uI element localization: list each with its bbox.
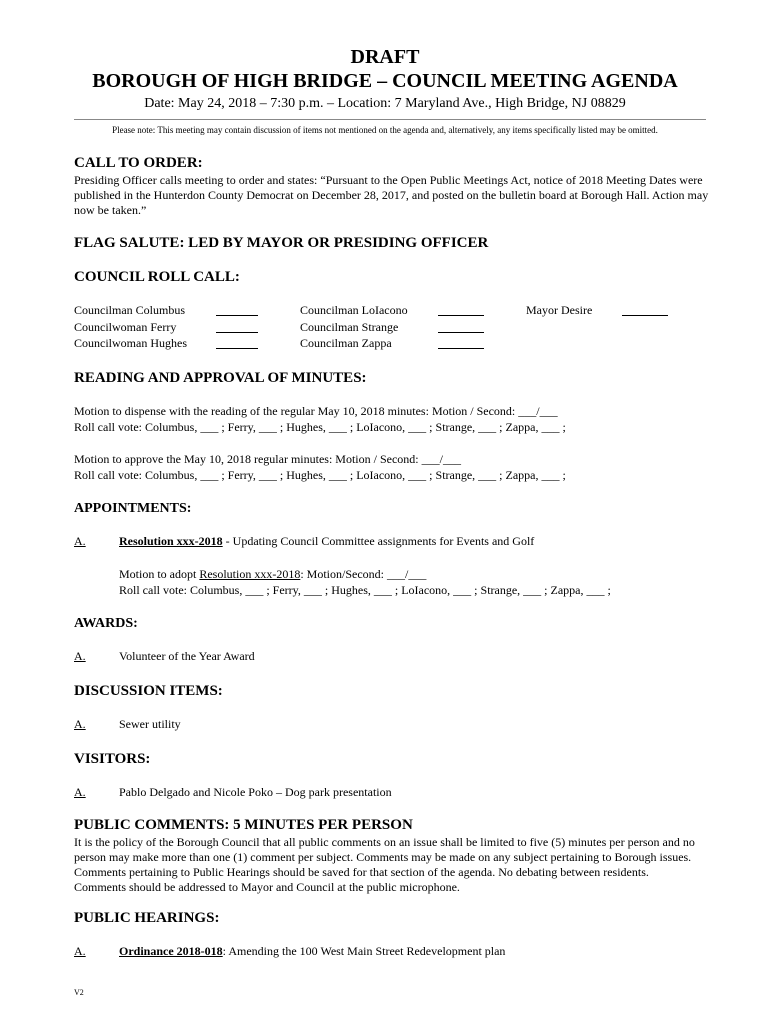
appointments-heading: APPOINTMENTS: — [74, 501, 192, 516]
motion-resolution-link: Resolution xxx-2018 — [199, 567, 301, 581]
document-title: BOROUGH OF HIGH BRIDGE – COUNCIL MEETING AGENDA — [92, 70, 678, 92]
appointments-motion — [119, 567, 426, 582]
roll-call-heading: COUNCIL ROLL CALL: — [74, 269, 240, 285]
awards-item: Volunteer of the Year Award — [119, 649, 255, 663]
roll-call-member: Councilman LoIacono — [300, 303, 408, 317]
roll-call-member: Councilman Columbus — [74, 303, 185, 317]
visitors-item: Pablo Delgado and Nicole Poko – Dog park presentation — [119, 785, 392, 799]
appointments-item-letter: A. — [74, 534, 86, 548]
call-to-order-text: Presiding Officer calls meeting to order and states: “Pursuant to the Open Public Meetings Act, notice of 2018 Meeting Dates were published in the Hunterdon County Democrat on December 28, 2017, and posted on the bulletin board at Borough Hall. Action may now be taken.” — [74, 173, 709, 217]
roll-call-member: Councilman Strange — [300, 320, 399, 334]
public-hearings-heading: PUBLIC HEARINGS: — [74, 910, 220, 926]
discussion-heading: DISCUSSION ITEMS: — [74, 683, 223, 699]
public-hearings-item-letter: A. — [74, 944, 86, 958]
minutes-vote-approve: Roll call vote: Columbus, ___ ; Ferry, ___ ; Hughes, ___ ; LoIacono, ___ ; Strange, ___ ; Zappa, ___ ; — [74, 468, 566, 482]
roll-call-member: Mayor Desire — [526, 303, 593, 317]
call-to-order-heading: CALL TO ORDER: — [74, 155, 203, 171]
resolution-description: - Updating Council Committee assignments for Events and Golf — [222, 534, 535, 548]
appointments-vote: Roll call vote: Columbus, ___ ; Ferry, ___ ; Hughes, ___ ; LoIacono, ___ ; Strange, ___ ; Zappa, ___ ; — [119, 583, 611, 597]
discussion-item: Sewer utility — [119, 717, 181, 731]
public-hearings-item — [119, 944, 505, 959]
roll-call-member: Councilwoman Ferry — [74, 320, 177, 334]
motion-prefix: Motion to adopt — [119, 567, 200, 581]
minutes-heading: READING AND APPROVAL OF MINUTES: — [74, 370, 367, 386]
ordinance-link: Ordinance 2018-018 — [119, 944, 223, 958]
roll-call-member: Councilwoman Hughes — [74, 336, 187, 350]
ordinance-description: : Amending the 100 West Main Street Redevelopment plan — [222, 944, 506, 958]
appointments-item — [119, 534, 534, 549]
awards-heading: AWARDS: — [74, 616, 138, 631]
roll-call-blank — [438, 303, 484, 316]
roll-call-blank — [622, 303, 668, 316]
roll-call-blank — [438, 320, 484, 333]
motion-suffix: : Motion/Second: ___/___ — [300, 567, 427, 581]
public-comments-heading: PUBLIC COMMENTS: 5 MINUTES PER PERSON — [74, 817, 413, 833]
visitors-heading: VISITORS: — [74, 751, 151, 767]
roll-call-member: Councilman Zappa — [300, 336, 392, 350]
agenda-note: Please note: This meeting may contain discussion of items not mentioned on the agenda and, alternatively, any items specifically listed may be omitted. — [112, 125, 658, 135]
minutes-motion-dispense: Motion to dispense with the reading of the regular May 10, 2018 minutes: Motion / Second: ___/___ — [74, 404, 558, 418]
draft-label: DRAFT — [350, 46, 420, 68]
awards-item-letter: A. — [74, 649, 86, 663]
public-comments-text: It is the policy of the Borough Council that all public comments on an issue shall be limited to five (5) minutes per person and no person may make more than one (1) comment per subject. Comments may be made on any subject pertaining to Borough issues. Comments pertaining to Public Hearings should be saved for that section of the agenda. No debating between residents. Comments should be addressed to Mayor and Council at the public microphone. — [74, 835, 695, 894]
version-label: V2 — [74, 988, 84, 997]
minutes-vote-dispense: Roll call vote: Columbus, ___ ; Ferry, ___ ; Hughes, ___ ; LoIacono, ___ ; Strange, ___ ; Zappa, ___ ; — [74, 420, 566, 434]
minutes-motion-approve: Motion to approve the May 10, 2018 regular minutes: Motion / Second: ___/___ — [74, 452, 461, 466]
flag-salute-heading: FLAG SALUTE: LED BY MAYOR OR PRESIDING OFFICER — [74, 235, 489, 251]
roll-call-blank — [216, 303, 258, 316]
resolution-link: Resolution xxx-2018 — [119, 534, 223, 548]
visitors-item-letter: A. — [74, 785, 86, 799]
meeting-dateline: Date: May 24, 2018 – 7:30 p.m. – Location: 7 Maryland Ave., High Bridge, NJ 08829 — [144, 96, 626, 111]
roll-call-blank — [216, 320, 258, 333]
roll-call-blank — [216, 336, 258, 349]
header-divider — [74, 119, 706, 120]
roll-call-blank — [438, 336, 484, 349]
discussion-item-letter: A. — [74, 717, 86, 731]
